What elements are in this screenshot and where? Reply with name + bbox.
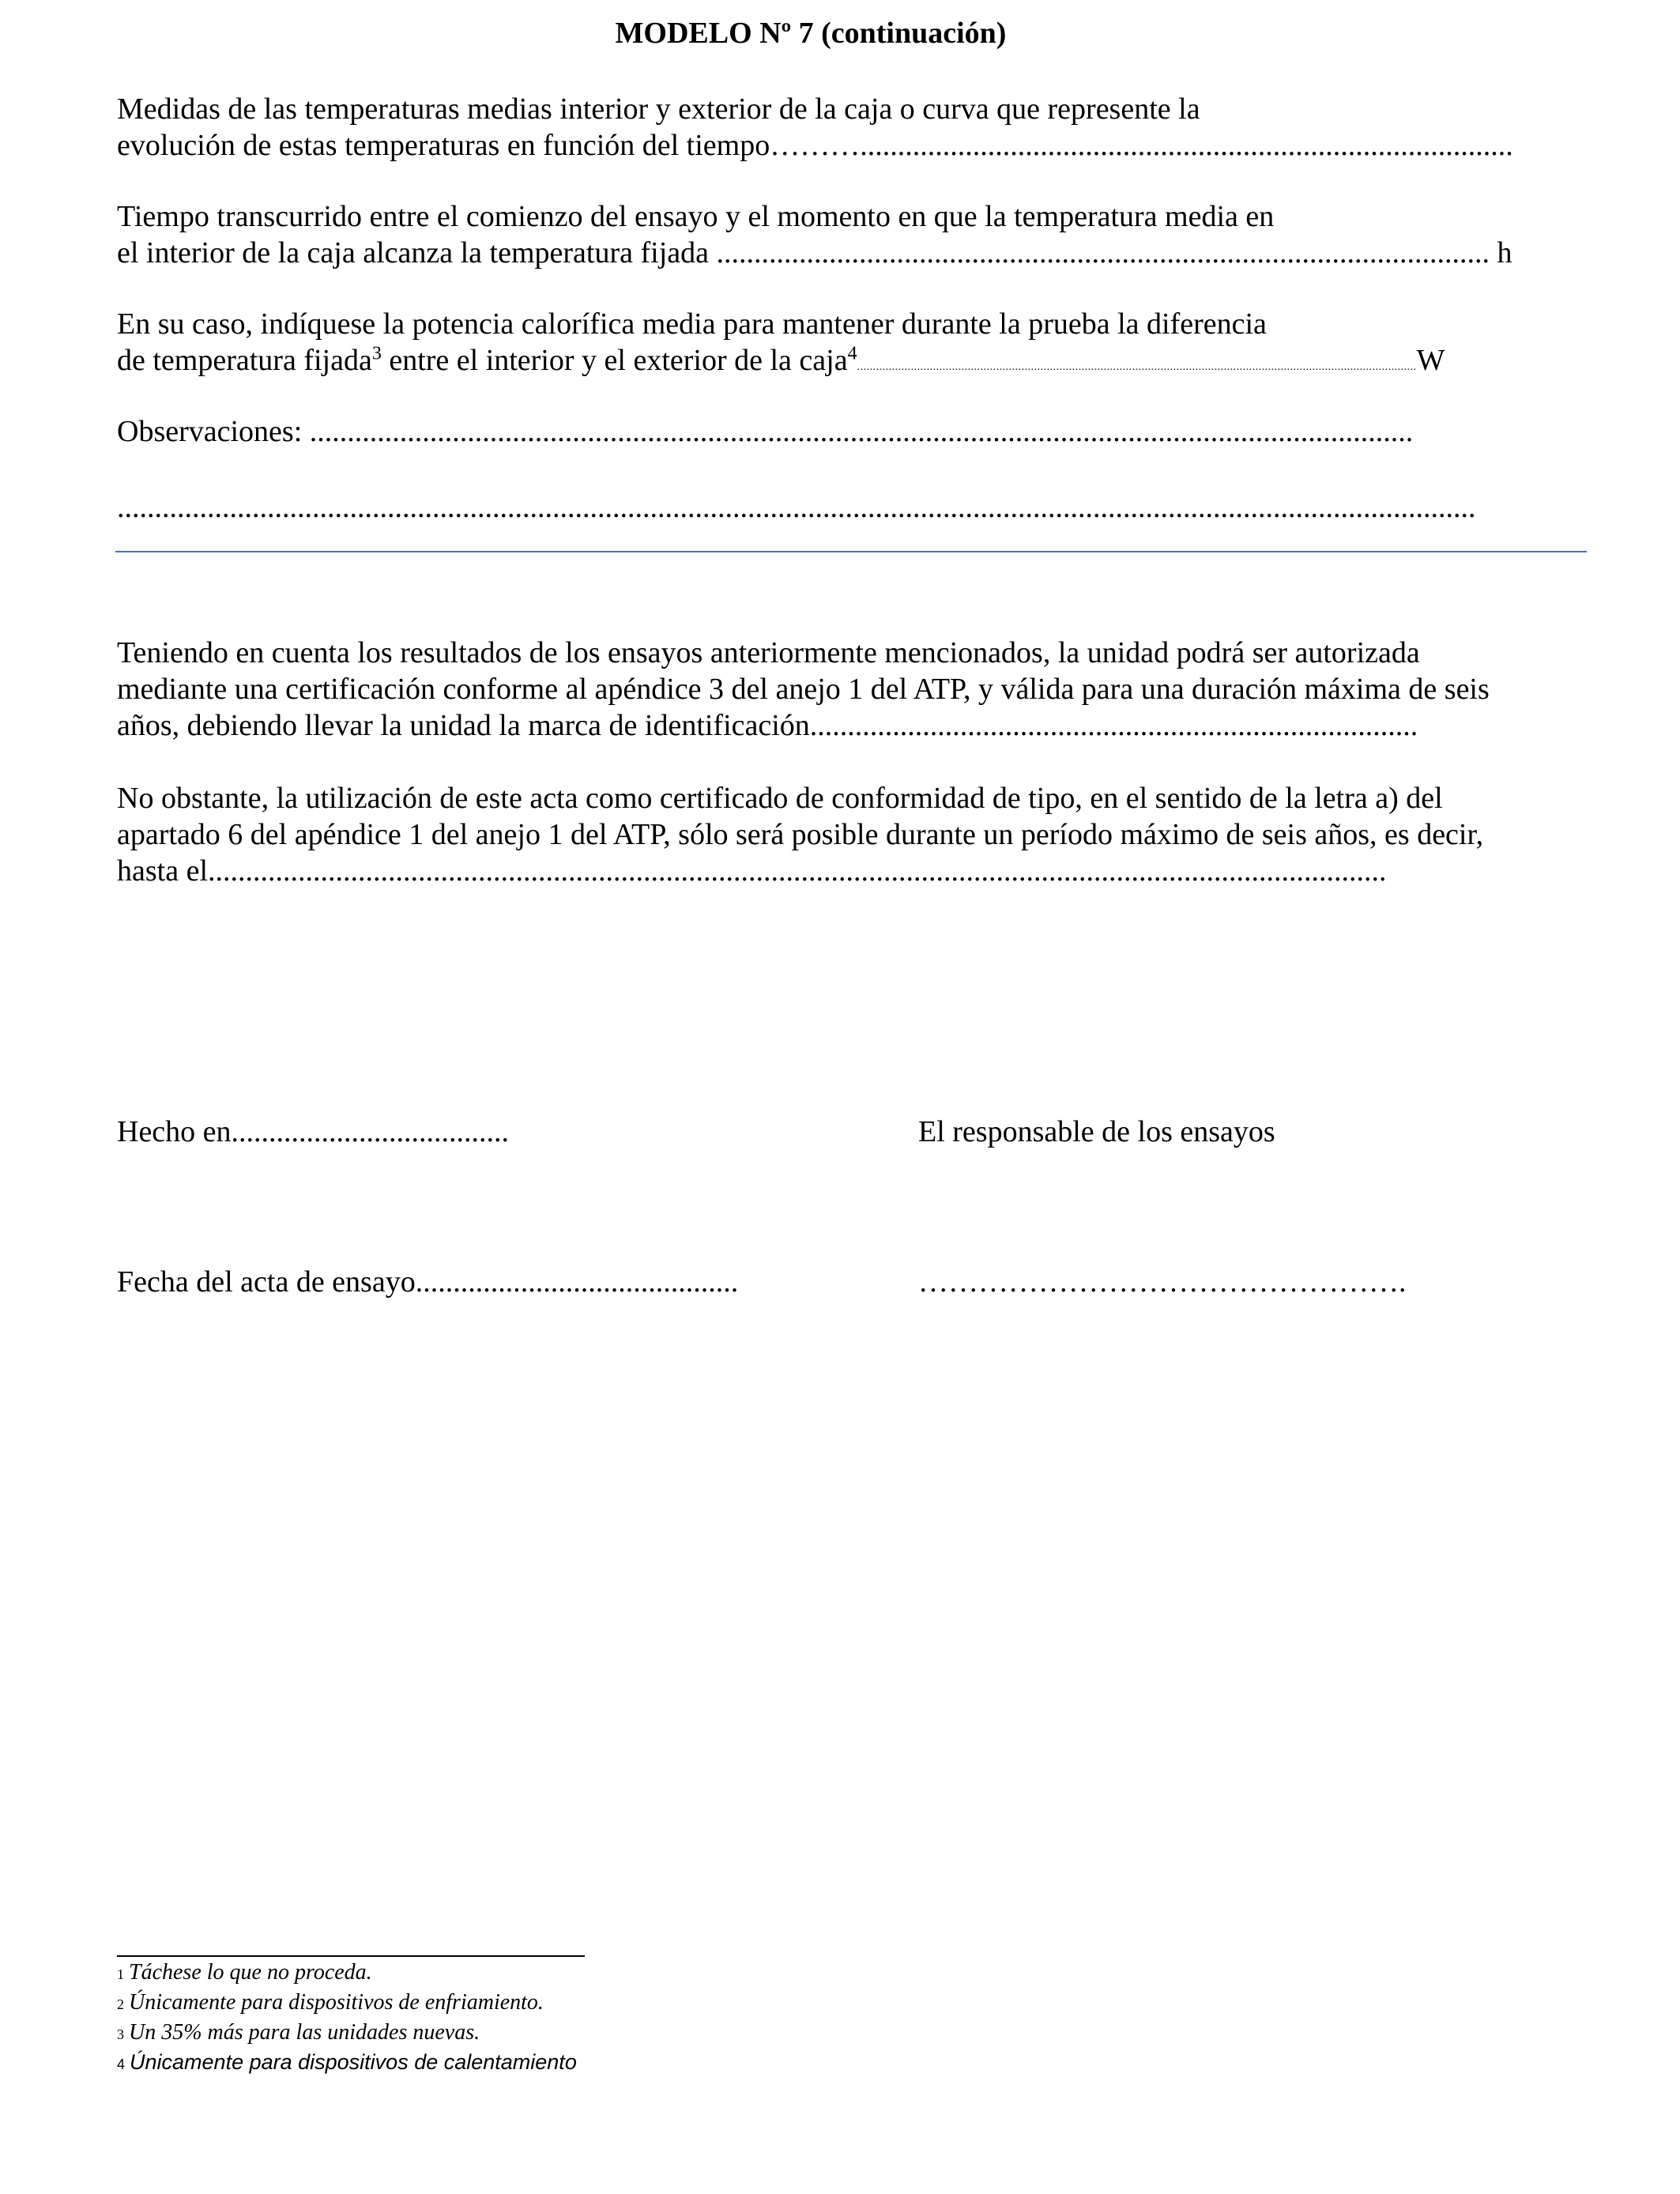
responsible-label: El responsable de los ensayos	[918, 1115, 1275, 1148]
notwithstanding-line-1: No obstante, la utilización de este acta como certificado de conformidad de tipo, en el sentido de la letra a) del	[117, 782, 1443, 815]
power-line-2	[117, 343, 1445, 378]
footnote-number: 4	[117, 2056, 126, 2072]
footnote-text: Únicamente para dispositivos de calentamiento	[130, 2050, 577, 2074]
footnote-text: Únicamente para dispositivos de enfriamiento.	[129, 1990, 544, 2015]
conclusion-line-3: años, debiendo llevar la unidad la marca de identificación.................................................................................	[117, 709, 1418, 742]
footnote-1	[117, 1960, 372, 1985]
temperatures-line-2: evolución de estas temperaturas en función del tiempo……….......................................................................................	[117, 129, 1513, 162]
section-divider	[115, 551, 1587, 552]
footnote-number: 2	[117, 1996, 124, 2012]
footnote-number: 3	[117, 2026, 124, 2042]
footnote-4	[117, 2050, 577, 2075]
signature-line: ………………………………………….	[918, 1265, 1407, 1299]
time-line-2: el interior de la caja alcanza la temperatura fijada ....................................................................................................... h	[117, 236, 1512, 270]
power-unit: W	[1416, 344, 1445, 377]
power-text-a: de temperatura fijada	[117, 344, 372, 377]
temperatures-line-1: Medidas de las temperaturas medias interior y exterior de la caja o curva que represente la	[117, 92, 1200, 126]
footnote-separator	[117, 1955, 585, 1957]
notwithstanding-line-2: apartado 6 del apéndice 1 del anejo 1 del ATP, sólo será posible durante un período máximo de seis años, es decir,	[117, 818, 1484, 851]
time-line-1: Tiempo transcurrido entre el comienzo del ensayo y el momento en que la temperatura media en	[117, 200, 1275, 233]
notwithstanding-line-3: hasta el.............................................................................................................................................................	[117, 854, 1387, 888]
footnote-number: 1	[117, 1966, 124, 1982]
observations-line-1: Observaciones: ...................................................................................................................................................	[117, 415, 1414, 448]
made-in-field: Hecho en.....................................	[117, 1115, 510, 1148]
report-date-field: Fecha del acta de ensayo...........................................	[117, 1265, 739, 1299]
footnote-2	[117, 1990, 544, 2015]
footnote-ref-3: 3	[371, 343, 382, 364]
footnote-text: Táchese lo que no proceda.	[129, 1960, 372, 1985]
power-line-1: En su caso, indíquese la potencia calorífica media para mantener durante la prueba la diferencia	[117, 307, 1267, 341]
conclusion-line-1: Teniendo en cuenta los resultados de los ensayos anteriormente mencionados, la unidad podrá ser autorizada	[117, 636, 1420, 669]
power-text-b: entre el interior y el exterior de la caja	[381, 344, 848, 377]
page-title: MODELO Nº 7 (continuación)	[615, 17, 1007, 50]
footnote-ref-4: 4	[847, 343, 857, 364]
footnote-text: Un 35% más para las unidades nuevas.	[129, 2020, 480, 2045]
footnote-3	[117, 2020, 480, 2045]
power-dots: .................................................................................................................................................................................	[857, 361, 1417, 373]
observations-line-2: .....................................................................................................................................................................................	[117, 491, 1476, 524]
conclusion-line-2: mediante una certificación conforme al apéndice 3 del anejo 1 del ATP, y válida para una duración máxima de seis	[117, 673, 1490, 706]
